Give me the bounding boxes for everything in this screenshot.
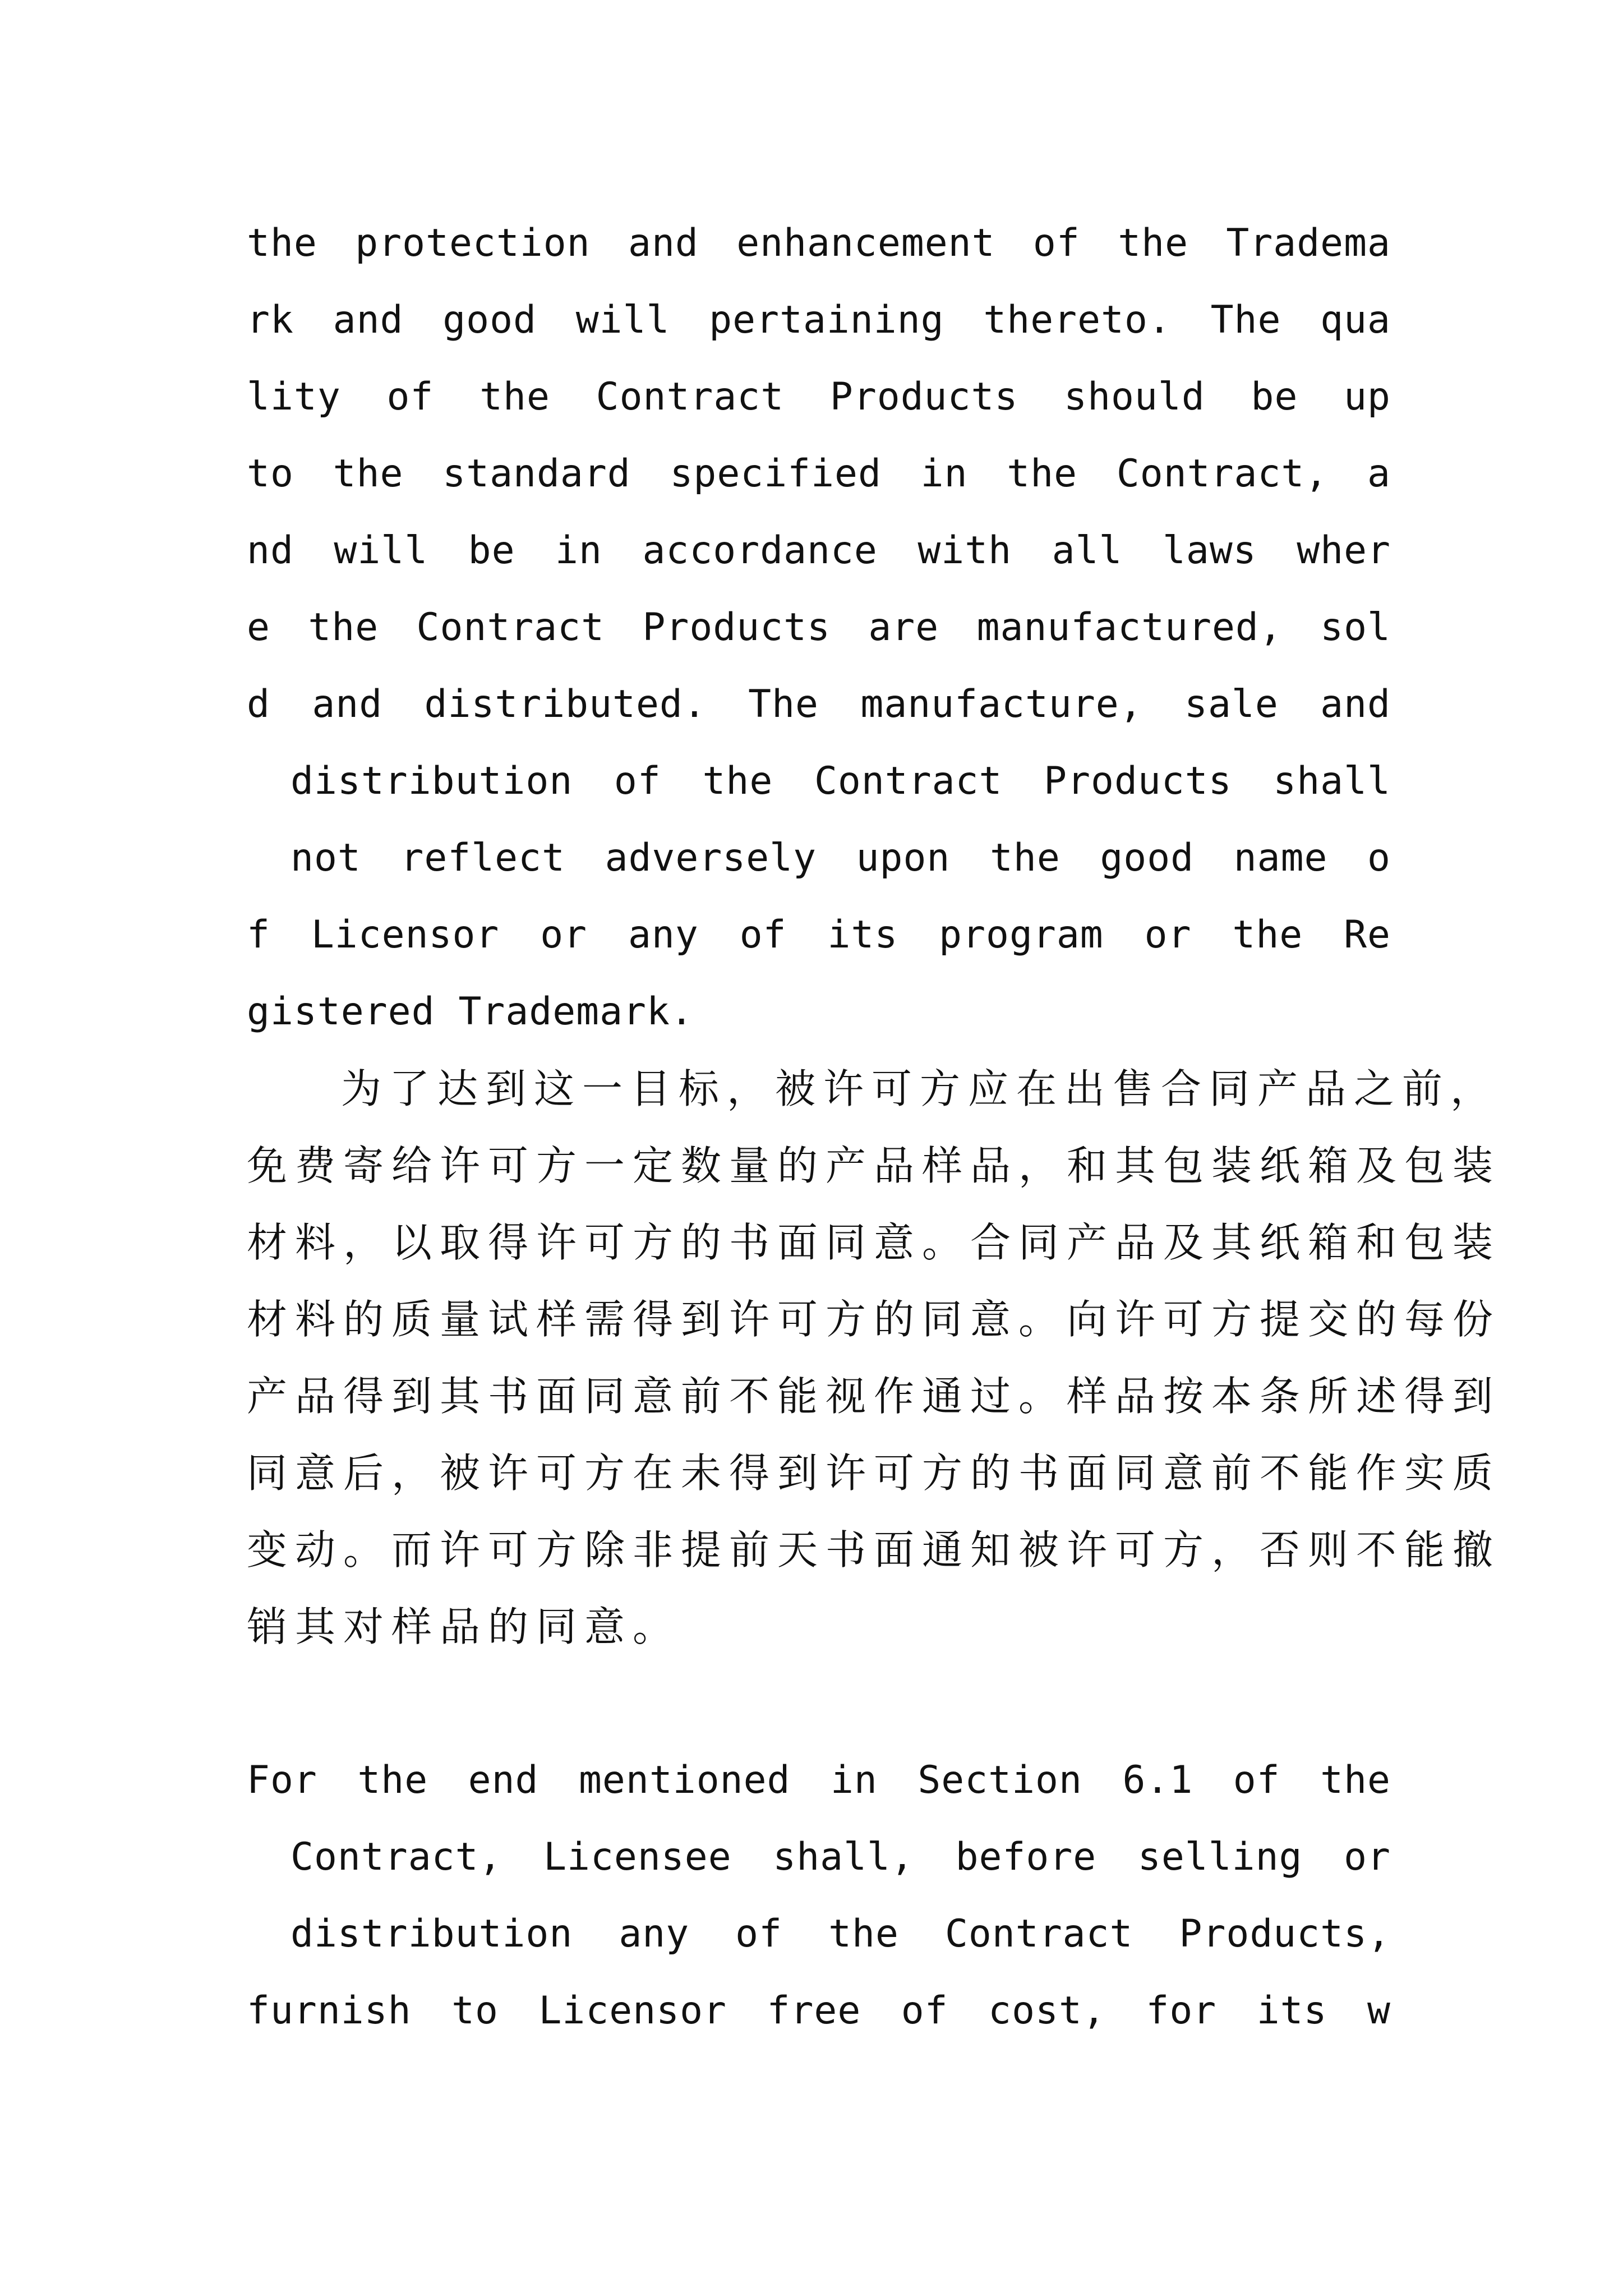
text-line: 材料的质量试样需得到许可方的同意。向许可方提交的每份 <box>247 1296 1501 1343</box>
text-line: to the standard specified in the Contract, a <box>247 452 1391 496</box>
text-line: furnish to Licensor free of cost, for its w <box>247 1989 1391 2033</box>
text-line: not reflect adversely upon the good name o <box>291 836 1391 880</box>
text-line: distribution any of the Contract Products, <box>291 1912 1391 1956</box>
text-line: d and distributed. The manufacture, sale and <box>247 682 1391 726</box>
text-line: For the end mentioned in Section 6.1 of the <box>247 1758 1391 1802</box>
text-line: the protection and enhancement of the Tradema <box>247 221 1391 265</box>
text-line: 销其对样品的同意。 <box>247 1603 681 1650</box>
text-line: 为了达到这一目标，被许可方应在出售合同产品之前， <box>341 1065 1499 1112</box>
text-line: gistered Trademark. <box>247 990 694 1034</box>
text-line: 材料，以取得许可方的书面同意。合同产品及其纸箱和包装 <box>247 1219 1501 1266</box>
text-line: Contract, Licensee shall, before selling or <box>291 1835 1391 1879</box>
text-line: 免费寄给许可方一定数量的产品样品，和其包装纸箱及包装 <box>247 1142 1501 1189</box>
text-line: 产品得到其书面同意前不能视作通过。样品按本条所述得到 <box>247 1373 1501 1420</box>
text-line: nd will be in accordance with all laws wher <box>247 528 1391 573</box>
text-line: 同意后，被许可方在未得到许可方的书面同意前不能作实质 <box>247 1450 1501 1497</box>
text-line: lity of the Contract Products should be up <box>247 375 1391 419</box>
text-line: rk and good will pertaining thereto. The qua <box>247 298 1391 342</box>
text-line: 变动。而许可方除非提前天书面通知被许可方，否则不能撤 <box>247 1526 1501 1573</box>
text-line: e the Contract Products are manufactured, sol <box>247 605 1391 650</box>
text-line: distribution of the Contract Products shall <box>291 759 1391 803</box>
text-line: f Licensor or any of its program or the Re <box>247 913 1391 957</box>
